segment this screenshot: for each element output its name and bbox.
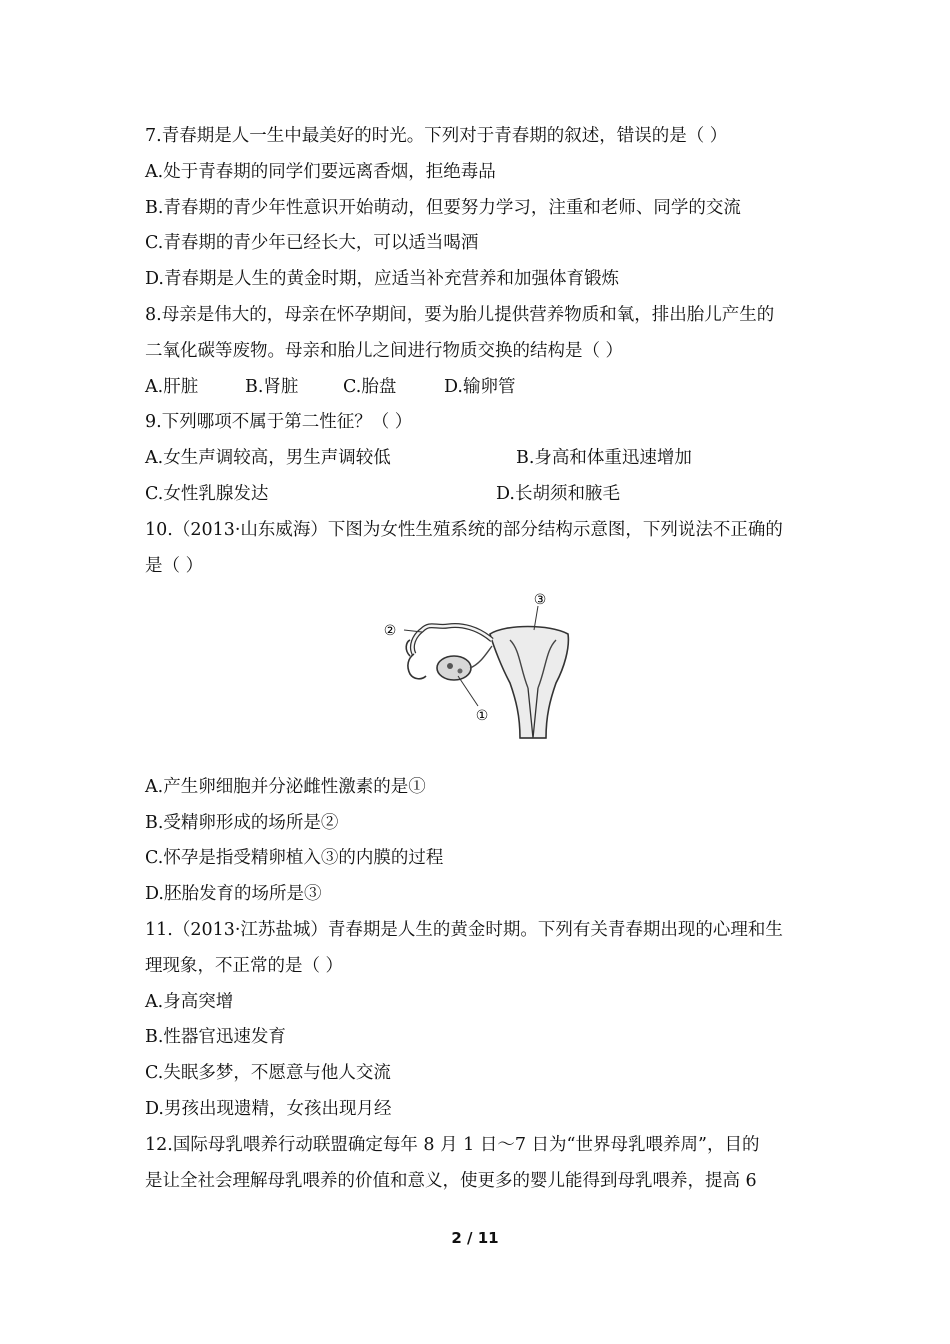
q7-option-c: C.青春期的青少年已经长大，可以适当喝酒 [145, 233, 479, 253]
q11-option-d: D.男孩出现遗精，女孩出现月经 [145, 1099, 392, 1119]
figure-label-3: ③ [533, 592, 547, 608]
q9-stem: 9.下列哪项不属于第二性征？（ ） [145, 412, 413, 432]
q7-option-b: B.青春期的青少年性意识开始萌动，但要努力学习，注重和老师、同学的交流 [145, 198, 741, 218]
page-number: 2 / 11 [451, 1229, 499, 1247]
q11-option-c: C.失眠多梦，不愿意与他人交流 [145, 1063, 391, 1083]
q10-option-a: A.产生卵细胞并分泌雌性激素的是① [145, 777, 426, 797]
q10-option-d: D.胚胎发育的场所是③ [145, 884, 322, 904]
q8-stem-line2: 二氧化碳等废物。母亲和胎儿之间进行物质交换的结构是（ ） [145, 341, 624, 361]
q8-option-b: B.肾脏 [245, 377, 299, 397]
q11-option-a: A.身高突增 [145, 992, 234, 1012]
q9-option-b: B.身高和体重迅速增加 [516, 448, 692, 468]
q11-stem-line2: 理现象，不正常的是（ ） [145, 956, 344, 976]
female-reproductive-system-figure [370, 588, 585, 748]
q12-stem-line2: 是让全社会理解母乳喂养的价值和意义，使更多的婴儿能得到母乳喂养，提高 6 [145, 1171, 757, 1191]
q11-option-b: B.性器官迅速发育 [145, 1027, 286, 1047]
q9-option-d: D.长胡须和腋毛 [496, 484, 620, 504]
q8-option-a: A.肝脏 [145, 377, 199, 397]
q10-option-c: C.怀孕是指受精卵植入③的内膜的过程 [145, 848, 444, 868]
q8-option-d: D.输卵管 [444, 377, 516, 397]
q12-stem-line1: 12.国际母乳喂养行动联盟确定每年 8 月 1 日～7 日为“世界母乳喂养周”，目的 [145, 1135, 760, 1155]
figure-label-1: ① [475, 708, 489, 724]
q10-stem-line2: 是（ ） [145, 556, 204, 576]
q7-stem: 7.青春期是人一生中最美好的时光。下列对于青春期的叙述，错误的是（ ） [145, 126, 728, 146]
figure-label-2: ② [383, 623, 397, 639]
q9-option-a: A.女生声调较高，男生声调较低 [145, 448, 391, 468]
q7-option-a: A.处于青春期的同学们要远离香烟，拒绝毒品 [145, 162, 496, 182]
q7-option-d: D.青春期是人生的黄金时期，应适当补充营养和加强体育锻炼 [145, 269, 619, 289]
q10-stem-line1: 10.（2013·山东威海）下图为女性生殖系统的部分结构示意图，下列说法不正确的 [145, 520, 783, 540]
q9-option-c: C.女性乳腺发达 [145, 484, 269, 504]
q8-option-c: C.胎盘 [343, 377, 397, 397]
q8-stem-line1: 8.母亲是伟大的，母亲在怀孕期间，要为胎儿提供营养物质和氧，排出胎儿产生的 [145, 305, 775, 325]
q11-stem-line1: 11.（2013·江苏盐城）青春期是人生的黄金时期。下列有关青春期出现的心理和生 [145, 920, 783, 940]
q10-option-b: B.受精卵形成的场所是② [145, 813, 339, 833]
